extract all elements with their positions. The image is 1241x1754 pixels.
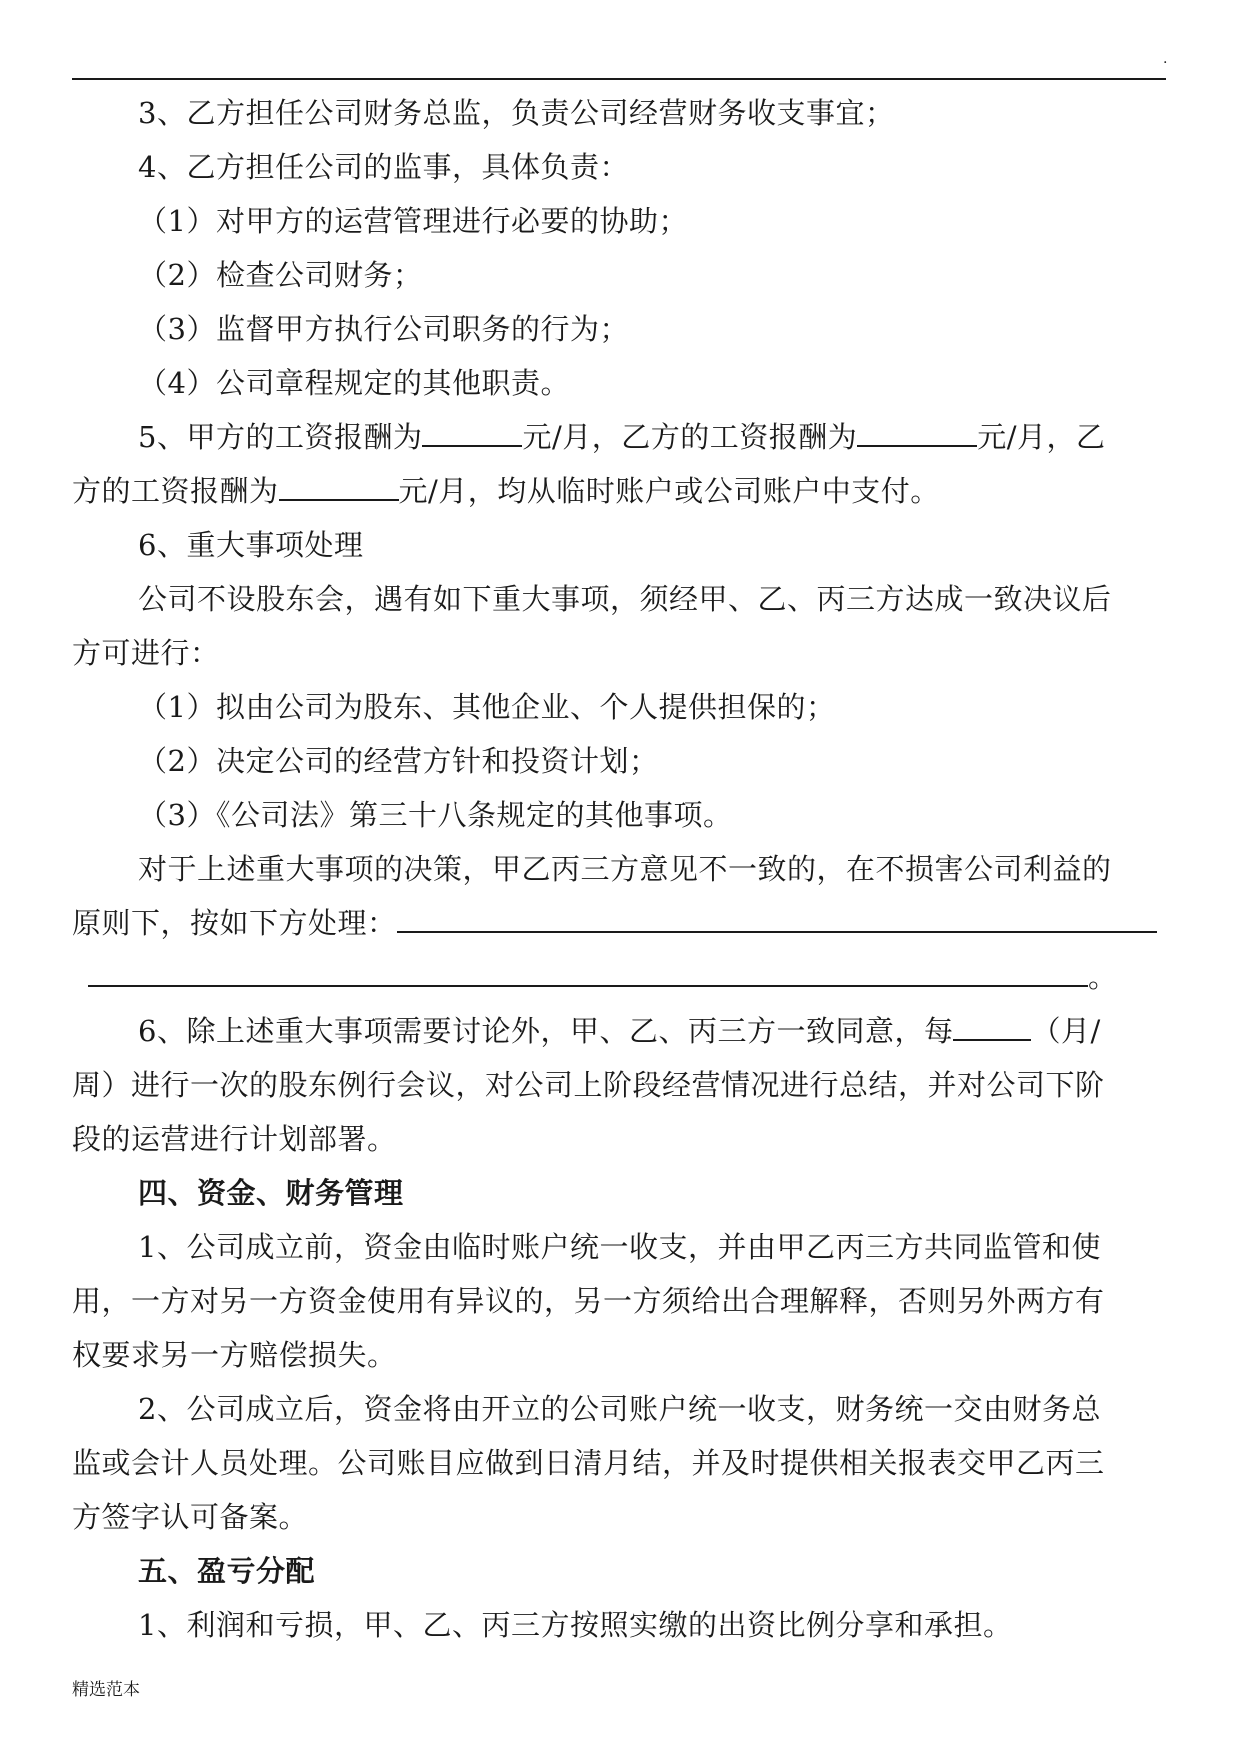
clause-4-item-3: （3）监督甲方执行公司职务的行为； [138, 312, 629, 346]
clause-5-line-1 [72, 410, 1166, 464]
clause-6b-line-3: 段的运营进行计划部署。 [72, 1122, 397, 1156]
section-5-title: 五、盈亏分配 [138, 1554, 316, 1588]
corner-mark: . [1163, 51, 1168, 67]
clause-5-text-b: 元/月，乙方的工资报酬为 [522, 420, 858, 454]
section-4-para-2b: 监或会计人员处理。公司账目应做到日清月结，并及时提供相关报表交甲乙丙三 [72, 1446, 1105, 1480]
clause-6-para-2a: 对于上述重大事项的决策，甲乙丙三方意见不一致的，在不损害公司利益的 [138, 852, 1112, 886]
document-body [72, 86, 1166, 1652]
clause-6-para-1a: 公司不设股东会，遇有如下重大事项，须经甲、乙、丙三方达成一致决议后 [138, 582, 1112, 616]
clause-3: 3、乙方担任公司财务总监，负责公司经营财务收支事宜； [138, 96, 895, 130]
salary-blank-b[interactable] [857, 417, 977, 447]
section-4-para-2a: 2、公司成立后，资金将由开立的公司账户统一收支，财务统一交由财务总 [138, 1392, 1101, 1426]
salary-blank-a[interactable] [422, 417, 522, 447]
clause-5-text-c: 元/月，乙 [977, 420, 1106, 454]
clause-6-title: 6、重大事项处理 [138, 528, 364, 562]
section-4-para-1b: 用，一方对另一方资金使用有异议的，另一方须给出合理解释，否则另外两方有 [72, 1284, 1105, 1318]
section-4-para-1a: 1、公司成立前，资金由临时账户统一收支，并由甲乙丙三方共同监管和使 [138, 1230, 1101, 1264]
clause-6-para-2-end: 。 [1088, 960, 1118, 994]
clause-6-item-3: （3）《公司法》第三十八条规定的其他事项。 [138, 798, 733, 832]
clause-5-line-2 [72, 464, 1166, 518]
clause-4-item-4: （4）公司章程规定的其他职责。 [138, 366, 570, 400]
clause-4-item-2: （2）检查公司财务； [138, 258, 423, 292]
resolution-blank-1[interactable] [397, 903, 1157, 933]
meeting-frequency-blank[interactable] [953, 1011, 1031, 1041]
section-4-para-2c: 方签字认可备案。 [72, 1500, 309, 1534]
clause-6-item-1: （1）拟由公司为股东、其他企业、个人提供担保的； [138, 690, 836, 724]
resolution-blank-2[interactable] [88, 957, 1088, 987]
salary-blank-c[interactable] [279, 471, 399, 501]
section-4-para-1c: 权要求另一方赔偿损失。 [72, 1338, 397, 1372]
section-4-title: 四、资金、财务管理 [138, 1176, 404, 1210]
footer-label: 精选范本 [72, 1680, 140, 1700]
header-rule [72, 78, 1166, 80]
clause-5-text-a: 5、甲方的工资报酬为 [138, 420, 423, 454]
clause-5-text-d: 方的工资报酬为 [72, 474, 279, 508]
clause-6-para-2b [72, 896, 1166, 950]
clause-6b-text-b: （月/ [1031, 1014, 1101, 1048]
clause-4-item-1: （1）对甲方的运营管理进行必要的协助； [138, 204, 688, 238]
section-5-para-1: 1、利润和亏损，甲、乙、丙三方按照实缴的出资比例分享和承担。 [138, 1608, 1013, 1642]
clause-6-para-2b-text: 原则下，按如下方处理： [72, 906, 397, 940]
clause-4: 4、乙方担任公司的监事，具体负责： [138, 150, 629, 184]
clause-6b-text-a: 6、除上述重大事项需要讨论外，甲、乙、丙三方一致同意，每 [138, 1014, 954, 1048]
clause-6-item-2: （2）决定公司的经营方针和投资计划； [138, 744, 659, 778]
clause-6b-line-2: 周）进行一次的股东例行会议，对公司上阶段经营情况进行总结，并对公司下阶 [72, 1068, 1105, 1102]
clause-6b-line-1 [72, 1004, 1166, 1058]
clause-5-text-e: 元/月，均从临时账户或公司账户中支付。 [398, 474, 940, 508]
clause-6-para-1b: 方可进行： [72, 636, 220, 670]
clause-6-para-2c [72, 950, 1166, 1004]
